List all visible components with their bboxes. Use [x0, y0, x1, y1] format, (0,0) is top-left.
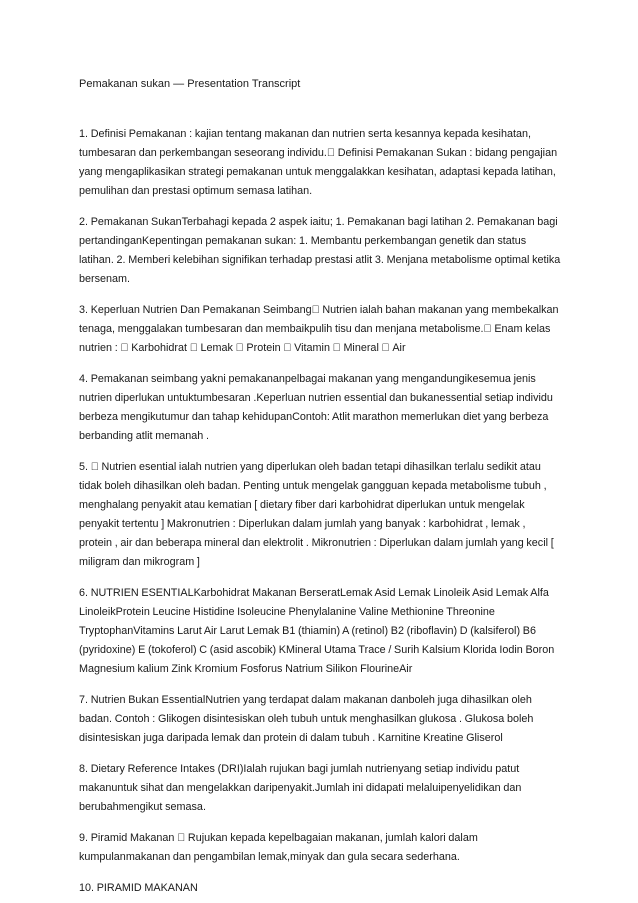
transcript-paragraph-1: 1. Definisi Pemakanan : kajian tentang makanan dan nutrien serta kesannya kepada kesihatan, tumbesaran dan perkembangan seseorang individu. Definisi Pemakanan Sukan : bidang pengajian yang mengaplikasikan strategi pemakanan untuk menggalakkan kesihatan, adaptasi kepada latihan, pemulihan dan prestasi optimum semasa latihan.	[79, 128, 556, 197]
transcript-paragraph-7: 7. Nutrien Bukan EssentialNutrien yang terdapat dalam makanan danboleh juga dihasilkan oleh badan. Contoh : Glikogen disintesiskan oleh tubuh untuk menghasilkan glukosa . Glukosa boleh disintesiskan juga daripada lemak dan protein di dalam tubuh . Karnitine Kreatine Gliserol	[79, 694, 534, 744]
transcript-paragraph-4: 4. Pemakanan seimbang yakni pemakananpelbagai makanan yang mengandungikesemua jenis nutrien diperlukan untuktumbesaran .Keperluan nutrien essential dan bukanessential setiap individu berbeza mengikutumur dan tahap kehidupanContoh: Atlit marathon memerlukan diet yang berbeza berbanding atlit memanah .	[79, 373, 553, 442]
transcript-paragraph-6: 6. NUTRIEN ESENTIALKarbohidrat Makanan BerseratLemak Asid Lemak Linoleik Asid Lemak Alfa LinoleikProtein Leucine Histidine Isoleucine Phenylalanine Valine Methionine Threonine TryptophanVitamins Larut Air Larut Lemak B1 (thiamin) A (retinol) B2 (riboflavin) D (kalsiferol) B6 (pyridoxine) E (tokoferol) C (asid ascobik) KMineral Utama Trace / Surih Kalsium Klorida Iodin Boron Magnesium kalium Zink Kromium Fosforus Natrium Silikon FlourineAir	[79, 587, 555, 675]
transcript-paragraph-3: 3. Keperluan Nutrien Dan Pemakanan Seimbang Nutrien ialah bahan makanan yang membekalkan tenaga, menggalakan tumbesaran dan membaikpulih tisu dan menjana metabolisme. Enam kelas nutrien : Karbohidrat Lemak Protein Vitamin Mineral Air	[79, 304, 551, 354]
transcript-paragraph-2: 2. Pemakanan SukanTerbahagi kepada 2 aspek iaitu; 1. Pemakanan bagi latihan 2. Pemakanan bagi pertandinganKepentingan pemakanan sukan: 1. Membantu perkembangan genetik dan status latihan. 2. Memberi kelebihan signifikan terhadap prestasi atlit 3. Menjana metabolisme optimal ketika bersenam.	[79, 216, 561, 285]
transcript-paragraph-8: 8. Dietary Reference Intakes (DRI)Ialah rujukan bagi jumlah nutrienyang setiap individu patut makanuntuk sihat dan mengelakkan daripenyakit.Jumlah ini didapati melaluipenyelidikan dan berubahmengikut semasa.	[79, 763, 522, 813]
transcript-paragraph-5: 5. Nutrien esential ialah nutrien yang diperlukan oleh badan tetapi dihasilkan terlalu sedikit atau tidak boleh dihasilkan oleh badan. Penting untuk mengelak gangguan kepada metabolisme tubuh , menghalang penyakit atau kematian [ dietary fiber dari karbohidrat diperlukan untuk mengelak penyakit tertentu ] Makronutrien : Diperlukan dalam jumlah yang banyak : karbohidrat , lemak , protein , air dan beberapa mineral dan elektrolit . Mikronutrien : Diperlukan dalam jumlah yang kecil [ miligram dan mikrogram ]	[79, 461, 556, 568]
transcript-paragraph-10: 10. PIRAMID MAKANAN	[79, 882, 198, 894]
transcript-body	[79, 125, 561, 898]
document-title: Pemakanan sukan — Presentation Transcript	[79, 78, 301, 90]
transcript-paragraph-9: 9. Piramid Makanan Rujukan kepada kepelbagaian makanan, jumlah kalori dalam kumpulanmakanan dan pengambilan lemak,minyak dan gula secara sederhana.	[79, 832, 561, 863]
